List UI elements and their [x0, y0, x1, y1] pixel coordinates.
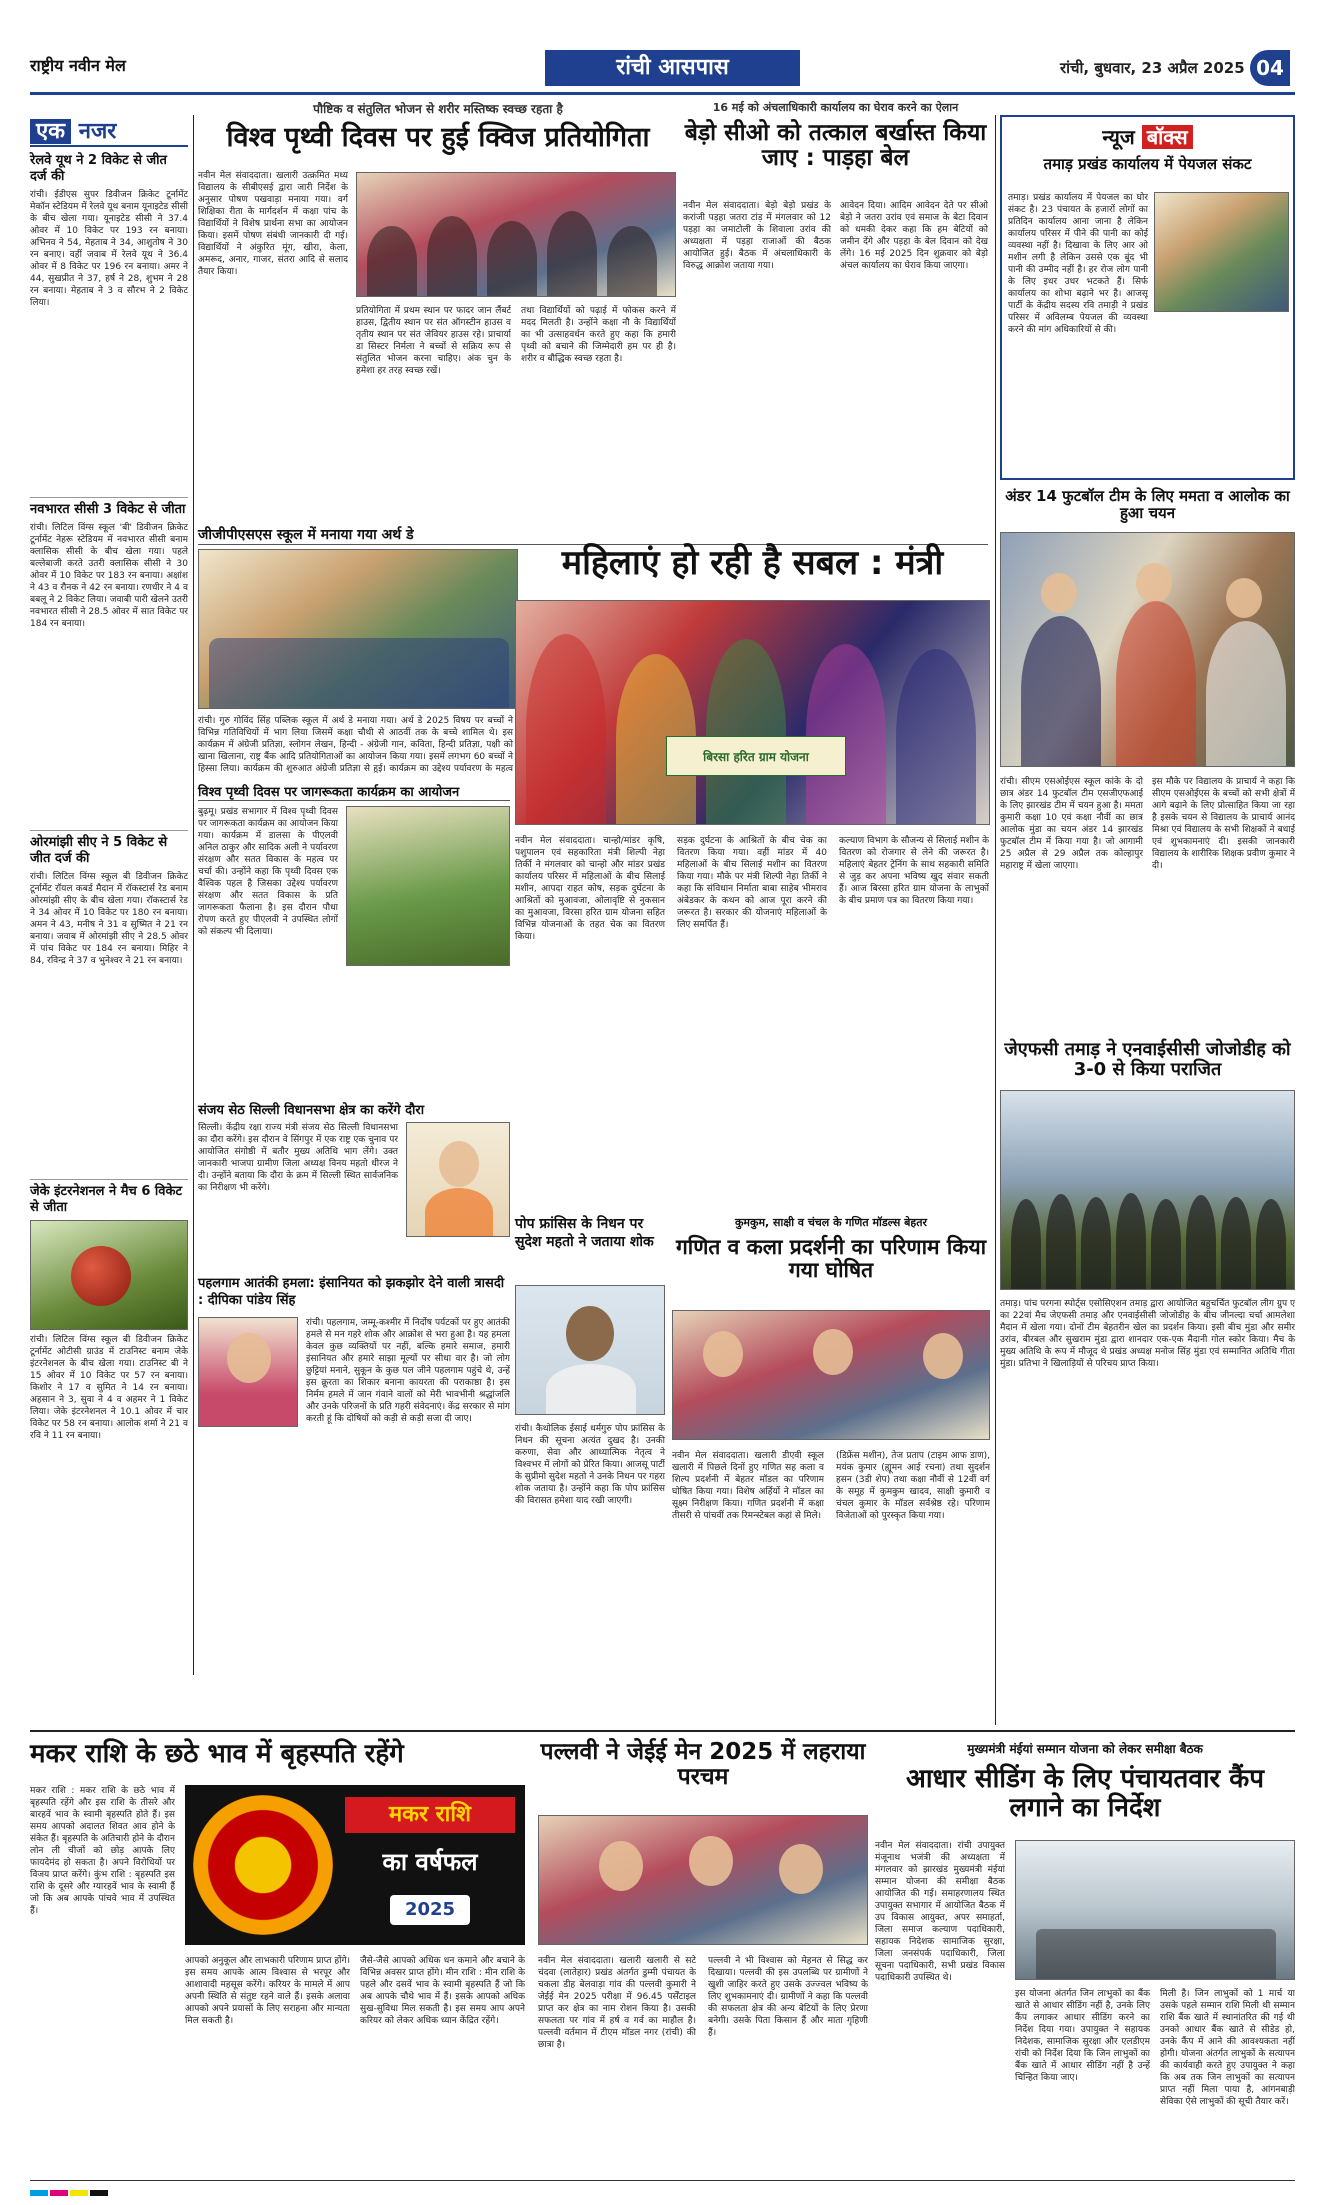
math-col1: नवीन मेल संवाददाता। खलारी डीएवी स्कूल खलारी में पिछले दिनों हुए गणित सह कला व शिल्प प्रदर्शनी में बेहतर मॉडल का परिणाम घोषित किया गया। विशेष अर्हियों ने मॉडल का सूक्ष्म निरीक्षण किया। गणित प्रदर्शनी में कक्षा तीसरी से पांचवीं तक रिमन्स्टेबल कहां से मिले।	[672, 1451, 824, 1521]
pope-body: रांची। कैथोलिक ईसाई धर्मगुरु पोप फ्रांसिस के निधन की सूचना अत्यंत दुखद है। उनकी करुणा, सेवा और आध्यात्मिक नेतृत्व ने विश्वभर में लोगों को प्रेरित किया। आजसू पार्टी के सुप्रीमो सुदेश महतो ने उनके निधन पर गहरा शोक जताया है। उन्होंने कहा कि पोप फ्रांसिस की विरासत हमेशा याद रखी जाएगी।	[515, 1424, 665, 1506]
sanjay-body: सिल्ली। केंद्रीय रक्षा राज्य मंत्री संजय सेठ सिल्ली विधानसभा का दौरा करेंगे। इस दौरान वे सिंगपुर में एक राष्ट्र एक चुनाव पर आयोजित संगोष्ठी में बतौर मुख्य अतिथि भाग लेंगे। उक्त जानकारी भाजपा ग्रामीण जिला अध्यक्ष विनय महतो धीरज ने दी। उन्होंने बताया कि दौरा के क्रम में सिल्ली स्थित सार्वजनिक का निरीक्षण भी करेंगे।	[198, 1123, 398, 1193]
aadhaar-col2: इस योजना अंतर्गत जिन लाभुकों का बैंक खाते से आधार सीडिंग नहीं है, उनके लिए कैंप लगाकर आधार सीडिंग करने का निर्देश दिया गया। उपायुक्त ने सहायक निदेशक, सामाजिक सुरक्षा और एलडीएम रांची को निर्देश दिया कि जिन लाभुकों का बैंक खाते में आधार सीडिंग नहीं है उन्हें चिन्हित किया जाए।	[1015, 1989, 1150, 2083]
pallavi-col2: पल्लवी ने भी विश्वास को मेहनत से सिद्ध कर दिखाया। पल्लवी की इस उपलब्धि पर ग्रामीणों ने खुशी जाहिर करते हुए उसके उज्ज्वल भविष्य के लिए शुभकामनाएं दी। ग्रामीणों ने कहा कि पल्लवी की सफलता क्षेत्र की अन्य बेटियों के लिए प्रेरणा बनेगी। उसके पिता किसान हैं और माता गृहिणी हैं।	[708, 1956, 868, 2038]
ek-nazar-title	[30, 115, 188, 147]
news-box-headline: तमाड़ प्रखंड कार्यालय में पेयजल संकट	[1043, 155, 1252, 173]
makar-box-title: मकर राशि	[345, 1797, 515, 1833]
brief-headline: रेलवे यूथ ने 2 विकेट से जीत दर्ज की	[30, 153, 167, 184]
section-rule	[30, 1730, 1295, 1732]
swatch-cyan	[30, 2190, 48, 2196]
pope-headline: पोप फ्रांसिस के निधन पर सुदेश महतो ने जताया शोक	[515, 1216, 654, 1250]
brief-2	[30, 497, 188, 822]
brief-body: रांची। ईडीएस सुपर डिवीजन क्रिकेट टूर्नामेंट मेकॉन स्टेडियम में रेलवे यूथ बनाम यूनाइटेड सीसी के बीच खेला गया। यूनाइटेड सीसी ने 37.4 ओवर में 10 विकेट पर 193 रन बनाया। अभिनव ने 54, मेहताब ने 34, आशुतोष ने 30 रन बनाए। वहीं जवाब में रेलवे यूथ ने 36.4 ओवर में 8 विकेट पर 196 रन बनाया। अमर ने 44, सुखप्रीत ने 37, हर्ष ने 28, शुभम ने 28 रन बनाया। मेहताब ने 3 व सौरभ ने 2 विकेट लिया।	[30, 190, 188, 308]
math-photo	[672, 1310, 990, 1440]
quiz-col1: नवीन मेल संवाददाता। खलारी उत्क्रमित मध्य विद्यालय के सीबीएसई द्वारा जारी निर्देश के अनुसार पोषण पखवाड़ा मनाया गया। वर्ग शिक्षिका रीता के मार्गदर्शन में कक्षा पांच के विद्यार्थियों ने विशेष प्रार्थना सभा का आयोजन किया। इसमें पोषण संबंधी जानकारी दी गई। विद्यार्थियों ने अंकुरित मूंग, खीरा, केला, अमरूद, अनार, गाजर, संतरा आदि से सलाद तैयार किया।	[198, 171, 348, 277]
u14-photo	[1000, 532, 1295, 767]
math-headline: गणित व कला प्रदर्शनी का परिणाम किया गया घोषित	[675, 1235, 987, 1283]
brief-4	[30, 1179, 188, 1524]
geogps-photo	[198, 549, 518, 709]
bero-col1: नवीन मेल संवाददाता। बेड़ो बेड़ो प्रखंड के करांजी पड़हा जतरा टांड़ में मंगलवार को 12 पड़हा का जमाटोली के शिवाला उरांव की अध्यक्षता में पड़हा राजाओं की बैठक आयोजित हुई। बैठक में अंचलाधिकारी के विरुद्ध आक्रोश जताया गया।	[683, 201, 831, 271]
aadhaar-headline: आधार सीडिंग के लिए पंचायतवार कैंप लगाने का निर्देश	[906, 1764, 1264, 1823]
news-box-title	[1008, 123, 1287, 150]
bero-story	[683, 100, 988, 520]
math-kicker: कुमकुम, साक्षी व चंचल के गणित मॉडल्स बेहतर	[734, 1216, 928, 1229]
mahila-col2: सड़क दुर्घटना के आश्रितों के बीच चेक का वितरण किया गया। वहीं मांडर में 40 महिलाओं के बीच सिलाई मशीन का वितरण किया गया। मौके पर मंत्री शिल्पी नेहा तिर्की ने कहा कि संविधान निर्माता बाबा साहेब भीमराव अंबेडकर के कथन को आज पूरा करने की जरूरत है। सरकार की योजनाएं महिलाओं के लिए समर्पित हैं।	[677, 836, 827, 930]
pallavi-photo	[538, 1815, 868, 1945]
u14-col1: रांची। सीएम एसओईएस स्कूल कांके के दो छात्र अंडर 14 फुटबॉल टीम एसजीएफआई के लिए झारखंड टीम में चयन हुआ है। ममता कुमारी कक्षा 10 एवं कक्षा नौवीं का छात्र आलोक मुंडा का चयन अंडर 14 झारखंड फुटबॉल टीम में किया गया है। जो आगामी 25 अप्रैल से 29 अप्रैल तक कोल्हापुर महाराष्ट्र में खेला जाएगा।	[1000, 777, 1143, 871]
math-col2: (डिफ्रेंस मशीन), तेज प्रताप (टाइम आफ डाण), मयंक कुमार (ह्यूमन आई रचना) तथा सुदर्शन हसन (3डी शेप) तथा कक्षा नौवीं से 12वीं वर्ग के समूह में कुमकुम खादव, साक्षी कुमारी व चंचल कुमार के मॉडल सर्वश्रेष्ठ रहे। परिणाम विजेताओं को पुरस्कृत किया गया।	[836, 1451, 990, 1521]
quiz-story	[198, 100, 678, 520]
brief-3	[30, 830, 188, 1171]
makar-col1: मकर राशि : मकर राशि के छठे भाव में बृहस्पति रहेंगे और इस राशि के तीसरे और बारहवें भाव के स्वामी बृहस्पति होते हैं। इस समय आपको अदालत शिवत आव होने के संकेत हैं। बृहस्पति के अतिचारी होने के दौरान लोन ली चीजों को छोड़ आपके लिए फायदेमंद हो सकता है। अपने विरोधियों पर विजय प्राप्त करेंगे। कुंभ राशि : बृहस्पति इस राशि के दूसरे और ग्यारहवें भाव के स्वामी हैं जो कि अब आपके पांचवे भाव में उपस्थित हैं।	[30, 1786, 175, 1916]
bero-kicker: 16 मई को अंचलाधिकारी कार्यालय का घेराव करने का ऐलान	[712, 101, 959, 114]
makar-box-year: 2025	[390, 1895, 470, 1925]
earthday-headline: विश्व पृथ्वी दिवस पर जागरूकता कार्यक्रम का आयोजन	[198, 782, 510, 801]
zodiac-wheel-icon	[193, 1795, 333, 1935]
mahila-col3: कल्याण विभाग के सौजन्य से सिलाई मशीन के वितरण को रोजगार से लेने की जरूरत है। महिलाएं बेहतर ट्रेनिंग के साथ सहकारी समिति से जुड़ कर अपना भविष्य खुद संवार सकती हैं। आज बिरसा हरित ग्राम योजना के लाभुकों के बीच प्रमाण पत्र का वितरण किया गया।	[839, 836, 989, 906]
water-tank-photo	[1154, 192, 1289, 312]
pahalgam-photo	[198, 1317, 298, 1427]
masthead	[30, 50, 1295, 90]
geogps-headline: जीजीपीएसएस स्कूल में मनाया गया अर्थ डे	[198, 525, 988, 545]
news-box-title-a: न्यूज	[1102, 125, 1135, 149]
jsfc-headline: जेएफसी तमाड़ ने एनवाईसीसी जोजोडीह को 3-0 से किया पराजित	[1004, 1039, 1291, 1080]
dateline: रांची, बुधवार, 23 अप्रैल 2025	[1060, 59, 1245, 77]
makar-box	[185, 1785, 525, 1945]
color-registration-stripe	[30, 2180, 1295, 2190]
sanjay-story	[198, 1100, 510, 1270]
section-banner: रांची आसपास	[545, 50, 800, 86]
news-box	[1000, 115, 1295, 480]
makar-headline: मकर राशि के छठे भाव में बृहस्पति रहेंगे	[30, 1739, 404, 1769]
pope-story	[515, 1215, 665, 1675]
mahila-col1: नवीन मेल संवाददाता। चान्हो/मांडर कृषि, पशुपालन एवं सहकारिता मंत्री शिल्पी नेहा तिर्की ने मंगलवार को चान्हो और मांडर प्रखंड कार्यालय परिसर में महिलाओं के बीच सिलाई मशीन, आपदा राहत कोष, सड़क दुर्घटना के आश्रितों को मुआवजा, ओलावृष्टि से नुकसान का मुआवजा, विरसा हरित ग्राम योजना सहित विभिन्न योजनाओं के तहत चेक का वितरण किया।	[515, 836, 665, 942]
pope-photo	[515, 1285, 665, 1415]
makar-col3: जैसे-जैसे आपको अधिक धन कमाने और बचाने के विभिन्न अवसर प्राप्त होंगे। मीन राशि : मीन राशि के पहले और दसवें भाव के स्वामी बृहस्पति हैं जो कि अब आपके चौथे भाव में हैं। इसके आपको अधिक सुख-सुविधा मिल सकती है। इस समय आप अपने करियर को लेकर अधिक ध्यान केंद्रित रहेंगे।	[360, 1956, 525, 2026]
mahila-headline: महिलाएं हो रही है सबल : मंत्री	[561, 543, 944, 583]
jsfc-body: तमाड़। पांच परगना स्पोर्ट्स एसोसिएशन तमाड़ द्वारा आयोजित बहुचर्चित फुटबॉल लीग ग्रुप ए का 22वां मैच जेएफसी तमाड़ और एनवाईसीसी जोजोडीह के बीच जीनल्दा चर्चा आमलेशा मैदान में खेला गया। दोनों टीम बेहतरीन खेल का प्रदर्शन किया। इसी बीच मुंडा और समीर उरांव, बीरबल और सुखराम मुंडा द्वारा शानदार एक-एक मैदानी गोल स्कोर किया। मैच के मुख्य अतिथि के रूप में मौजूद थे प्रखंड अध्यक्ष मनोज सिंह मुंडा एवं सम्मानित अतिथि गीता मुंडा। प्रतिभा ने खिलाड़ियों से परिचय प्राप्त किया।	[1000, 1299, 1295, 1369]
pahalgam-body: रांची। पहलगाम, जम्मू-कश्मीर में निर्दोष पर्यटकों पर हुए आतंकी हमले से मन गहरे शोक और आक्रोश से भरा हुआ है। यह हमला केवल कुछ व्यक्तियों पर नहीं, बल्कि हमारे समाज, हमारी इंसानियत और हमारे साझा मूल्यों पर सीधा वार है। जो लोग छुट्टियां मनाने, सुकून के कुछ पल जीने पहलगाम पहुंचे थे, उन्हें इस क्रूरता का शिकार बनाना कायरता की पराकाष्ठा है। इस निर्मम हमले में जान गंवाने वालों को मेरी भावभीनी श्रद्धांजलि और उनके परिजनों के प्रति गहरी संवेदनाएं। केंद्र सरकार से मांग करती हूं कि दोषियों को कड़ी से कड़ी सजा दी जाए।	[306, 1318, 510, 1424]
pahalgam-story	[198, 1275, 510, 1675]
pahalgam-headline: पहलगाम आतंकी हमला: इंसानियत को झकझोर देने वाली त्रासदी : दीपिका पांडेय सिंह	[198, 1276, 505, 1308]
brief-headline: जेके इंटरनेशनल ने मैच 6 विकेट से जीता	[30, 1184, 183, 1215]
ek-nazar-main: नजर	[78, 119, 117, 144]
pallavi-col1: नवीन मेल संवाददाता। खलारी खलारी से सटे चंदवा (लातेहार) प्रखंड अंतर्गत डुम्मी पंचायत के चकला डीह बेलवाड़ा गांव की पल्लवी कुमारी ने जेईई मेन 2025 परीक्षा में 96.45 पर्सेंटाइल प्राप्त कर क्षेत्र का नाम रोशन किया है। उसकी सफलता पर गांव में हर्ष व गर्व का माहौल है। पल्लवी वर्तमान में टीएम मॉडल नगर (रांची) की छात्रा है।	[538, 1956, 696, 2050]
aadhaar-col3: मिली है। जिन लाभुकों को 1 मार्च या उसके पहले सम्मान राशि मिली थी सम्मान राशि बैंक खाते में स्थानांतरित की गई थी उनको आधार बैंक खाते से सीडेड हो, उनके कैंप में आने की आवश्यकता नहीं होगी। योजना अंतर्गत लाभुकों के सत्यापन की कार्यवाही करते हुए उपायुक्त ने कहा कि अब तक जिन लाभुकों का सत्यापन प्राप्त नहीं मिला पाया है, आंगनबाड़ी सेविका ऐसे लाभुकों की सूची तैयार करें।	[1160, 1989, 1295, 2107]
pallavi-headline: पल्लवी ने जेईई मेन 2025 में लहराया परचम	[540, 1739, 866, 1791]
quiz-headline: विश्व पृथ्वी दिवस पर हुई क्विज प्रतियोगिता	[226, 122, 650, 153]
earthday-body: बुढ़मू। प्रखंड सभागार में विश्व पृथ्वी दिवस पर जागरूकता कार्यक्रम का आयोजन किया गया। कार्यक्रम में डालसा के पीएलवी अनिल ठाकुर और सादिक अली ने पर्यावरण संरक्षण और सतत विकास के महत्व पर चर्चा की। उन्होंने कहा कि पृथ्वी दिवस एक वैश्विक पहल है जिसका उद्देश्य पर्यावरण संरक्षण और सतत विकास के प्रति जागरूकता फैलाना है। इस दौरान पौधा रोपण करते हुए पीएलवी ने उपस्थित लोगों को संकल्प भी दिलाया।	[198, 807, 338, 937]
paper-name: राष्ट्रीय नवीन मेल	[30, 56, 126, 75]
geogps-body: रांची। गुरु गोविंद सिंह पब्लिक स्कूल में अर्थ डे मनाया गया। अर्थ डे 2025 विषय पर बच्चों ने विभिन्न गतिविधियों में भाग लिया जिसमें कक्षा चौथी से आठवीं तक के बच्चे शामिल थे। इस कार्यक्रम में अंग्रेजी प्रतिज्ञा, स्लोगन लेखन, हिन्दी - अंग्रेजी गान, कविता, हिन्दी प्रतिज्ञा, पक्षी को खाना खिलाना, राष्ट्र बैंक आदि प्रतियोगिताओं का आयोजन किया गया। इसमें लगभग 60 बच्चों ने हिस्सा लिया। कार्यक्रम की शुरुआत अंग्रेजी प्रतिज्ञा से हुई। कार्यक्रम का उद्देश्य पर्यावरण के महत्व	[198, 716, 513, 773]
math-story	[672, 1215, 990, 1675]
news-box-body: तमाड़। प्रखंड कार्यालय में पेयजल का घोर संकट है। 23 पंचायत के हजारों लोगों का प्रतिदिन कार्यालय आना जाना है लेकिन कार्यालय परिसर में पीने की पानी का कोई व्यवस्था नहीं है। दिखावा के लिए आर ओ मशीन लगी है लेकिन उससे एक बूंद भी पानी की उम्मीद नहीं है। हर रोज लोग पानी के लिए इधर उधर भटकते हैं। सिर्फ कार्यालय का शोभा बढ़ाने भर है। आजसू पार्टी के केंद्रीय सदस्य रवि तमाड़ी ने प्रखंड परिसर में अविलम्ब पेयजल की व्यवस्था करने की मांग अधिकारियों से की।	[1008, 193, 1148, 335]
quiz-col3: तथा विद्यार्थियों को पढ़ाई में फोकस करने में मदद मिलती है। उन्होंने कक्षा नौ के विद्यार्थियों का भी उत्साहवर्धन करते हुए कहा कि हमारी पृथ्वी को बचाने की जिम्मेदारी हम पर ही है। शरीर व बौद्धिक स्वच्छ रहता है।	[521, 306, 676, 364]
mahila-story	[515, 545, 990, 1210]
swatch-yellow	[70, 2190, 88, 2196]
makar-col2: आपको अनुकूल और लाभकारी परिणाम प्राप्त होंगे। इस समय आपके आत्म विश्वास से भरपूर और आशावादी महसूस करेंगे। करियर के मामले में आप अपनी स्थिति से संतुष्ट रहने वाले हैं। इसके अलावा आपको अपने प्रयासों के लिए सराहना और मान्यता मिल सकती है।	[185, 1956, 350, 2026]
column-divider	[995, 115, 996, 1725]
ek-nazar-prefix: एक	[30, 119, 71, 144]
masthead-rule	[30, 92, 1295, 95]
swatch-magenta	[50, 2190, 68, 2196]
aadhaar-col1: नवीन मेल संवाददाता। रांची उपायुक्त मंजूनाथ भजंत्री की अध्यक्षता में मंगलवार को झारखंड मुख्यमंत्री मंईयां सम्मान योजना की समीक्षा बैठक आयोजित की गई। समाहरणालय स्थित उपायुक्त सभागार में आयोजित बैठक में उप विकास आयुक्त, अपर समाहर्ता, जिला समाज कल्याण पदाधिकारी, सहायक निदेशक सामाजिक सुरक्षा, जिला जनसंपर्क पदाधिकारी, जिला सूचना पदाधिकारी, सभी प्रखंड विकास पदाधिकारी उपस्थित थे।	[875, 1841, 1005, 1983]
sanjay-photo	[406, 1122, 510, 1237]
quiz-kicker: पौष्टिक व संतुलित भोजन से शरीर मस्तिष्क स्वच्छ रहता है	[313, 102, 563, 116]
u14-col2: इस मौके पर विद्यालय के प्राचार्य ने कहा कि सीएम एसओईएस के बच्चों को सभी क्षेत्रों में आगे बढ़ाने के लिए प्रोत्साहित किया जा रहा है इसके चयन से विद्यालय के प्राचार्य आनंद मिश्रा एवं विद्यालय के सभी शिक्षकों ने बधाई एवं शुभकामनाएं दी। इसकी जानकारी विद्यालय के शारीरिक शिक्षक प्रवीण कुमार ने दी।	[1152, 777, 1295, 871]
ek-nazar-column	[30, 115, 188, 1675]
jsfc-photo	[1000, 1090, 1295, 1290]
aadhaar-kicker: मुख्यमंत्री मंईयां सम्मान योजना को लेकर समीक्षा बैठक	[967, 1742, 1203, 1756]
brief-body: रांची। लिटिल विंग्स स्कूल बी डिवीजन क्रिकेट टूर्नामेंट रॉयल कबर्ड मैदान में रॉकस्टार्स रेड बनाम ओरमांझी सीए के बीच खेला गया। रॉकस्टार्स रेड ने 34 ओवर में 10 विकेट पर 180 रन बनाया। अमन ने 43, मनीष ने 31 व सुष्मित ने 21 रन बनाया। जवाब में ओरमांझी सीए ने 28.5 ओवर में पांच विकेट पर 184 रन बनाया। मिहिर ने 84, रविन्द्र ने 37 व भुनेश्वर ने 21 रन बनाया।	[30, 872, 188, 966]
makar-story	[30, 1740, 530, 2170]
pallavi-story	[538, 1740, 868, 2170]
earthday-photo	[346, 806, 510, 966]
mahila-banner: बिरसा हरित ग्राम योजना	[666, 736, 846, 776]
page-number: 04	[1250, 50, 1290, 86]
bero-col2: आवेदन दिया। आदिम आवेदन देते पर सीओ बेड़ो ने जतरा उरांव एवं समाज के बेटा दिवान को धमकी देकर कहा कि हम बेटियों को जमीन देंगे और पड़हा के बेल दिवान को देख लेंगे। 16 मई 2025 दिन शुक्रवार को बेड़ो अंचल कार्यालय का घेराव किया जाएगा।	[840, 201, 988, 271]
bero-headline: बेड़ो सीओ को तत्काल बर्खास्त किया जाए : पाड़हा बेल	[684, 120, 987, 172]
quiz-photo	[356, 172, 676, 297]
cricket-ball-photo	[30, 1220, 188, 1330]
mahila-photo	[515, 600, 990, 825]
quiz-col2: प्रतियोगिता में प्रथम स्थान पर फादर जान लैंबर्ट हाउस, द्वितीय स्थान पर संत ऑगस्टीन हाउस व तृतीय स्थान पर संत जेवियर हाउस रहे। प्राचार्या डा सिस्टर निर्मला ने बच्चों से सक्रिय रूप से संतुलित भोजन करना चाहिए। अंक चुन के हमेशा हर तरह स्वच्छ रखें।	[356, 306, 511, 376]
brief-body: रांची। लिटिल विंग्स स्कूल बी डिवीजन क्रिकेट टूर्नामेंट ओटीसी ग्राउंड में टाउनिस्ट बनाम जेके इंटरनेशनल के बीच खेला गया। टाउनिस्ट बी ने 15 ओवर में 10 विकेट पर 57 रन बनाया। किशोर ने 17 व सुमित ने 14 रन बनाया। अहसान ने 3, सुवा ने 4 व अहमर ने 1 विकेट लिया। जेके इंटरनेशनल ने 10.1 ओवर में चार विकेट पर 58 रन बनाया। आलोक शर्मा ने 21 व रवि ने 11 रन बनाया।	[30, 1335, 188, 1441]
brief-headline: ओरमांझी सीए ने 5 विकेट से जीत दर्ज की	[30, 835, 168, 866]
news-box-title-b: बॉक्स	[1142, 125, 1193, 149]
aadhaar-story	[875, 1740, 1295, 2170]
makar-box-sub: का वर्षफल	[382, 1848, 478, 1876]
aadhaar-photo	[1015, 1840, 1295, 1980]
brief-body: रांची। लिटिल विंग्स स्कूल 'बी' डिवीजन क्रिकेट टूर्नामेंट नेहरू स्टेडियम में नवभारत सीसी बनाम क्लासिक सीसी के बीच खेला गया। पहले बल्लेबाजी करते उतरी क्लासिक सीसी ने 30 ओवर में 10 विकेट पर 183 रन बनाया। अक्षांश ने 43 व रौनक ने 42 रन बनाया। रणधीर ने 4 व बबलू ने 2 विकेट लिया। जवाबी पारी खेलने उतरी नवभारत सीसी ने 28.5 ओवर में सात विकेट पर 184 रन बनाया।	[30, 523, 188, 629]
u14-headline: अंडर 14 फुटबॉल टीम के लिए ममता व आलोक का हुआ चयन	[1005, 487, 1290, 522]
jsfc-story	[1000, 1040, 1295, 1725]
brief-headline: नवभारत सीसी 3 विकेट से जीता	[30, 502, 186, 517]
column-divider	[193, 115, 194, 1675]
sanjay-headline: संजय सेठ सिल्ली विधानसभा क्षेत्र का करेंगे दौरा	[198, 1103, 425, 1118]
u14-story	[1000, 488, 1295, 1033]
brief-1	[30, 153, 188, 489]
swatch-black	[90, 2190, 108, 2196]
cricket-ball-icon	[71, 1246, 131, 1306]
